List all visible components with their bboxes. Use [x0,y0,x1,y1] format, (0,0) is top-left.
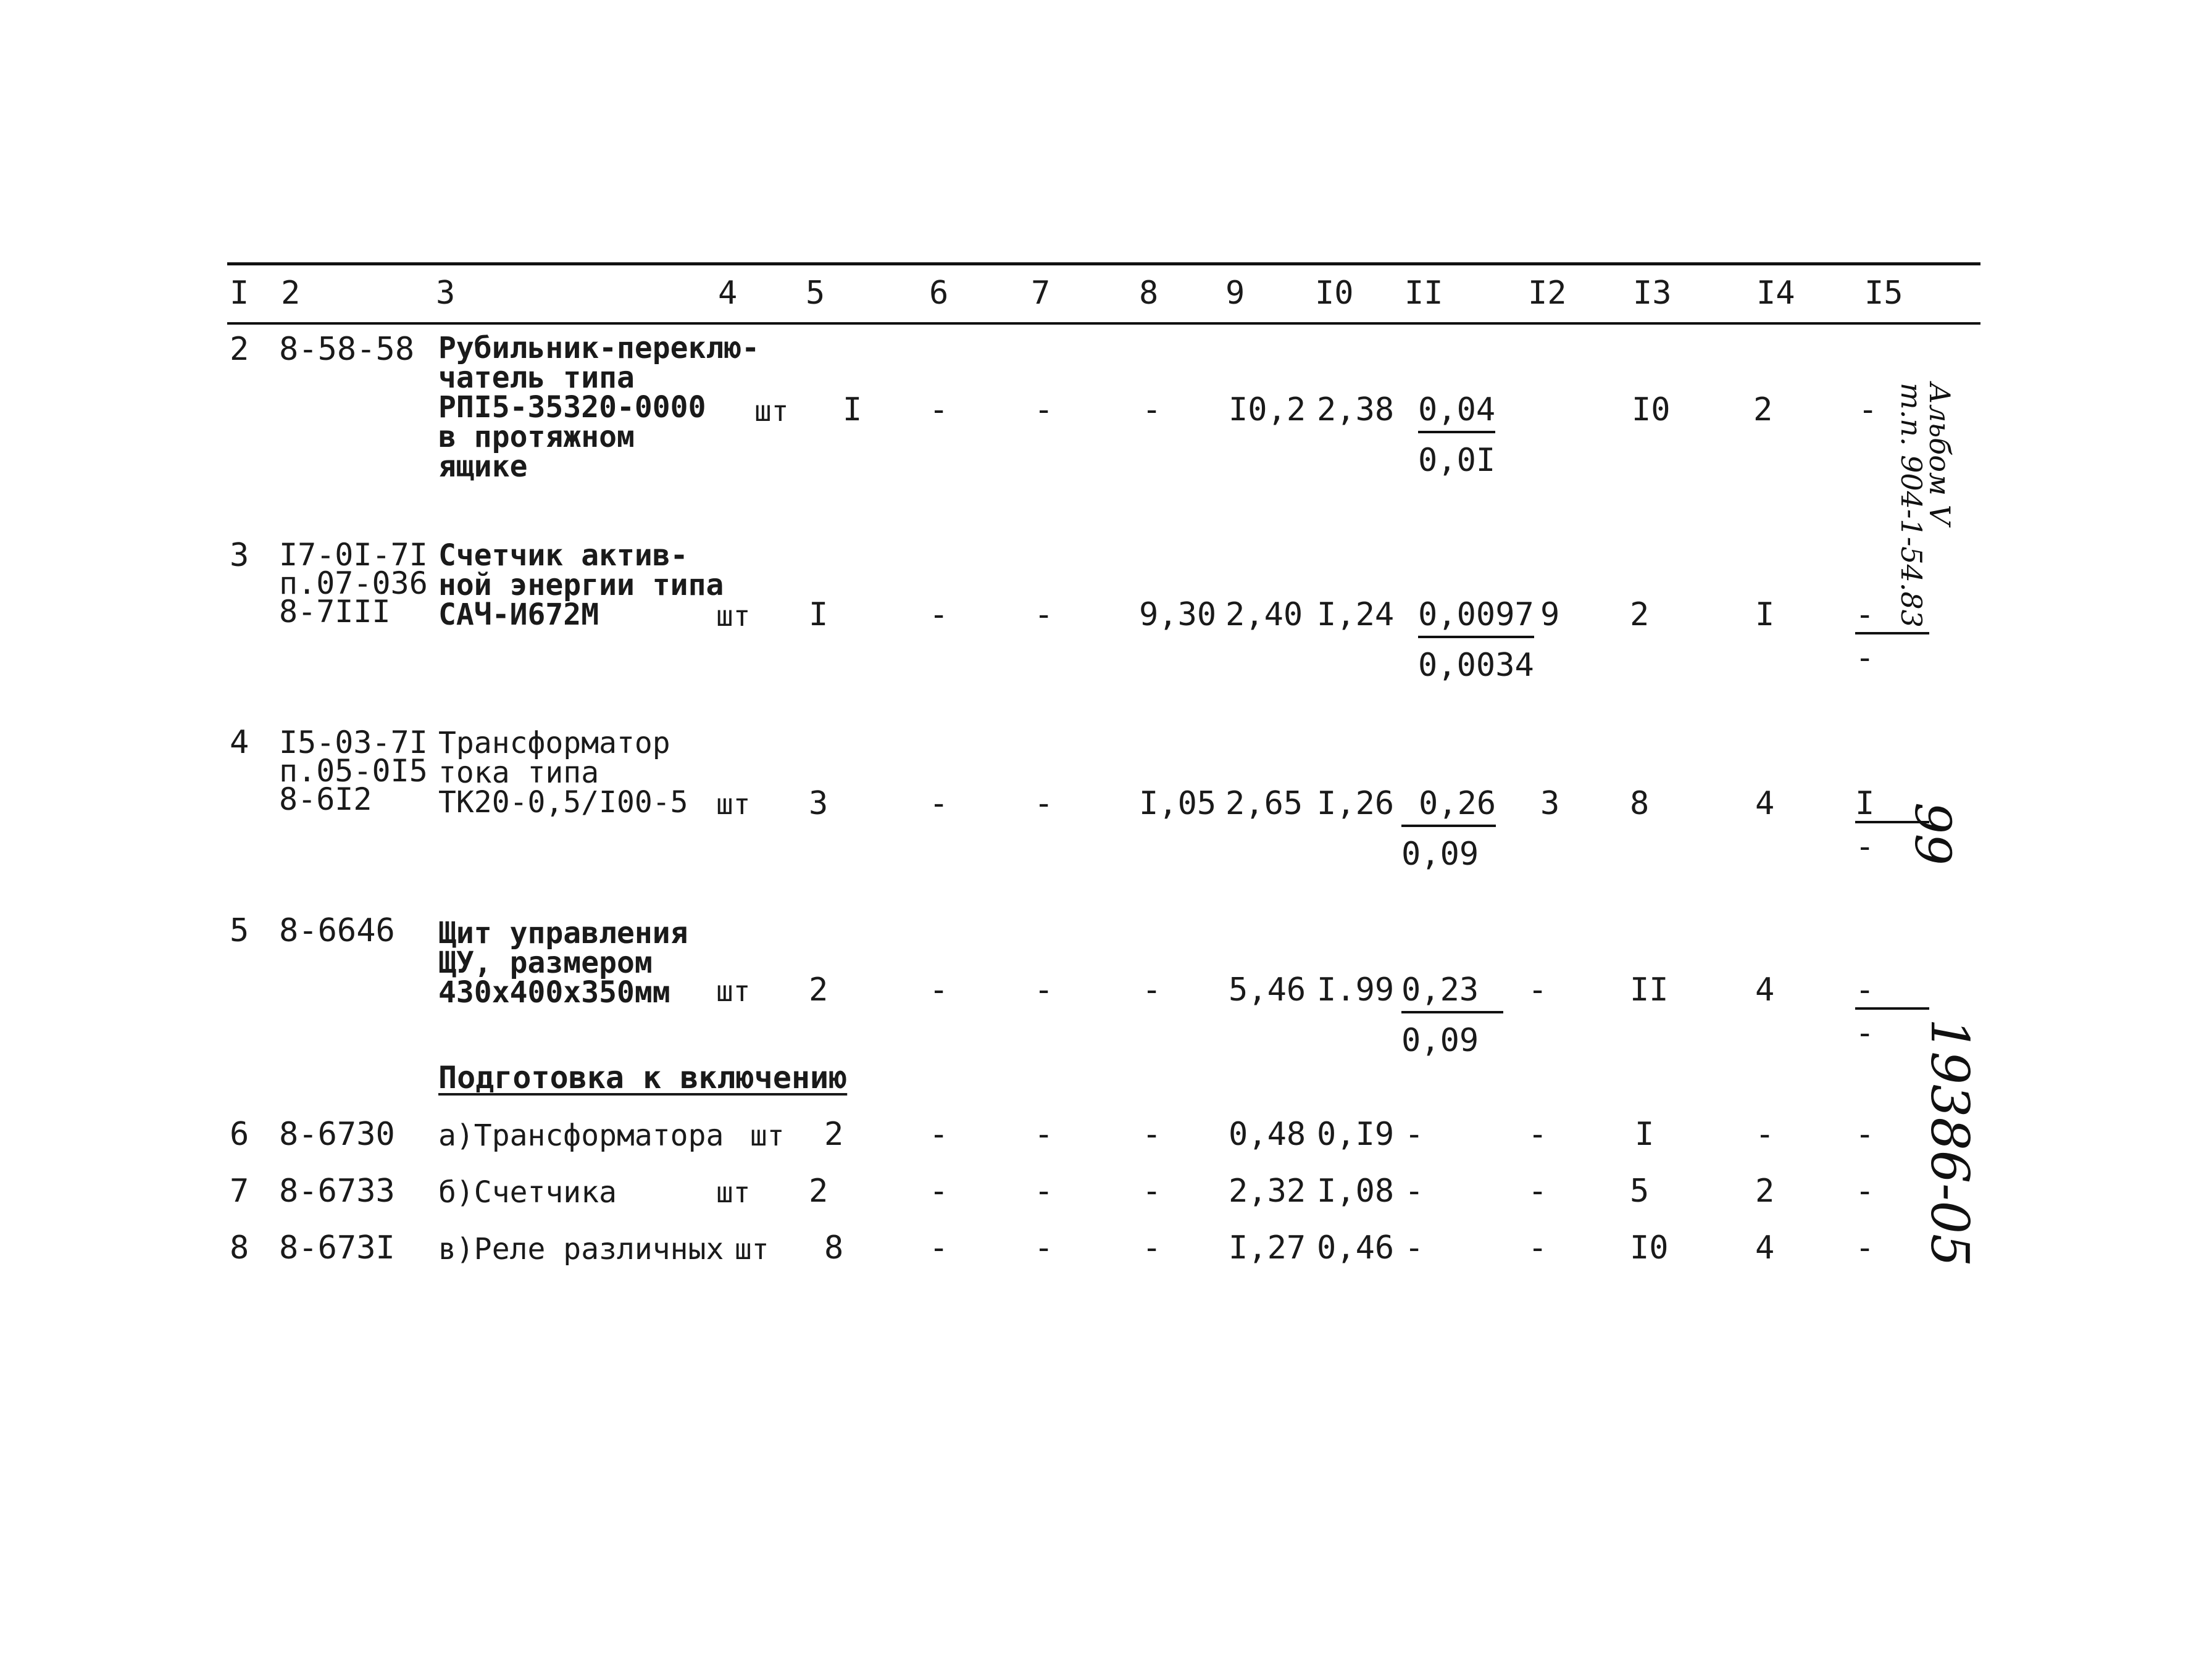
item-description: Счетчик актив- ной энергии типа САЧ-И672М [438,538,724,632]
col-9: 0,48 [1229,1116,1306,1153]
fraction-denominator: 0,0034 [1418,647,1534,684]
col-10: I.99 [1317,971,1395,1008]
item-description: Трансформатор тока типа ТК20-0,5/I00-5 [438,726,688,820]
fraction-numerator: - [1855,973,1929,1010]
col-14: - [1755,1116,1775,1153]
col-13: I [1635,1116,1655,1153]
handwritten-album: Альбом V [1923,383,1956,525]
table-top-rule [227,262,1980,265]
col-14: 4 [1755,971,1775,1008]
col-9: 5,46 [1229,971,1306,1008]
fraction-denominator: 0,09 [1401,1022,1479,1059]
header-col-7: 7 [1031,275,1051,312]
col-9: 2,40 [1225,596,1303,633]
item-description: Щит управления ЩУ, размером 430х400х350мм [438,916,688,1010]
col-8: - [1142,391,1162,428]
col-14: I [1755,596,1775,633]
quantity: 2 [824,1116,844,1153]
norm-code: 8-6730 [279,1116,395,1153]
unit: шт [750,1119,785,1152]
col-15: - [1858,391,1878,428]
header-col-10: I0 [1315,275,1354,312]
col-6: - [929,785,949,822]
col-8: I,05 [1139,785,1217,822]
header-col-8: 8 [1139,275,1159,312]
quantity: I [809,596,828,633]
col-15: - [1855,1173,1875,1210]
header-col-3: 3 [436,275,456,312]
row-number: 8 [230,1229,249,1266]
col-13: I0 [1630,1229,1669,1266]
col-12: - [1528,1229,1548,1266]
col-13: 8 [1630,785,1650,822]
row-number: 3 [230,537,249,574]
norm-code: I5-03-7I п.05-0I5 8-6I2 [279,725,428,817]
col-11: - [1404,1173,1424,1210]
norm-code: 8-6646 [279,912,395,949]
col-8: - [1142,1116,1162,1153]
fraction-denominator: 0,0I [1418,442,1496,479]
col-6: - [929,391,949,428]
fraction-numerator: - [1855,597,1929,634]
quantity: I [843,391,862,428]
col-10: 2,38 [1317,391,1395,428]
col-12: - [1528,971,1548,1008]
handwritten-album-note [1897,383,1954,628]
col-10: 0,I9 [1317,1116,1395,1153]
unit: шт [735,1233,769,1266]
row-number: 4 [230,724,249,761]
header-col-14: I4 [1756,275,1795,312]
col-13: 5 [1630,1173,1650,1210]
col-11-fraction [1418,597,1534,683]
col-10: I,08 [1317,1173,1395,1210]
unit: шт [716,599,751,633]
col-9: I,27 [1229,1229,1306,1266]
fraction-denominator: - [1855,639,1875,676]
col-8: - [1142,971,1162,1008]
col-6: - [929,971,949,1008]
col-13: 2 [1630,596,1650,633]
header-col-9: 9 [1225,275,1245,312]
header-bottom-rule [227,322,1980,325]
col-6: - [929,1229,949,1266]
col-14: 2 [1753,391,1773,428]
col-13: II [1630,971,1669,1008]
fraction-denominator: - [1855,1015,1875,1052]
fraction-numerator: 0,26 [1401,786,1496,827]
col-11: - [1404,1116,1424,1153]
col-9: I0,2 [1229,391,1306,428]
section-title: Подготовка к включению [438,1060,848,1096]
col-7: - [1034,971,1054,1008]
col-15-fraction [1855,973,1929,1050]
fraction-denominator: - [1855,828,1875,865]
fraction-numerator: I [1855,786,1929,823]
col-12: - [1528,1116,1548,1153]
quantity: 2 [809,1173,828,1210]
col-7: - [1034,391,1054,428]
handwritten-document-number: 19386-05 [1919,1018,1980,1267]
col-11: - [1404,1229,1424,1266]
item-description: Рубильник-переклю- чатель типа РПI5-35320-0000 в протяжном ящике [438,331,760,484]
col-11-fraction [1401,786,1496,871]
header-col-12: I2 [1528,275,1567,312]
col-7: - [1034,1173,1054,1210]
unit: шт [716,788,751,821]
item-description: а)Трансформатора [438,1118,724,1153]
col-13: I0 [1632,391,1671,428]
item-description: в)Реле различных [438,1232,724,1266]
quantity: 8 [824,1229,844,1266]
header-col-1: I [230,275,249,312]
header-col-11: II [1404,275,1443,312]
col-12: - [1528,1173,1548,1210]
row-number: 2 [230,331,249,368]
col-12: 9 [1540,596,1560,633]
norm-code: I7-0I-7I п.07-036 8-7III [279,537,428,630]
unit: шт [716,1176,751,1209]
col-7: - [1034,785,1054,822]
col-9: 2,32 [1229,1173,1306,1210]
norm-code: 8-58-58 [279,331,415,368]
col-8: - [1142,1229,1162,1266]
norm-code: 8-673I [279,1229,395,1266]
col-11-fraction [1401,973,1503,1058]
col-14: 4 [1755,1229,1775,1266]
col-12: 3 [1540,785,1560,822]
norm-code: 8-6733 [279,1173,395,1210]
col-6: - [929,596,949,633]
header-col-4: 4 [718,275,738,312]
fraction-denominator: 0,09 [1401,836,1479,873]
unit: шт [754,394,789,428]
col-14: 2 [1755,1173,1775,1210]
item-description: б)Счетчика [438,1175,617,1210]
handwritten-project: т.п. 904-1-54.83 [1895,383,1928,628]
quantity: 3 [809,785,828,822]
fraction-numerator: 0,0097 [1418,597,1534,638]
row-number: 6 [230,1116,249,1153]
col-11-fraction [1418,393,1495,478]
col-7: - [1034,596,1054,633]
col-15: - [1855,1229,1875,1266]
header-col-15: I5 [1864,275,1903,312]
col-6: - [929,1173,949,1210]
col-9: 2,65 [1225,785,1303,822]
row-number: 7 [230,1173,249,1210]
quantity: 2 [809,971,828,1008]
col-7: - [1034,1116,1054,1153]
col-14: 4 [1755,785,1775,822]
col-10: I,26 [1317,785,1395,822]
header-col-2: 2 [281,275,301,312]
header-col-5: 5 [806,275,825,312]
col-15: - [1855,1116,1875,1153]
row-number: 5 [230,912,249,949]
col-6: - [929,1116,949,1153]
col-8: 9,30 [1139,596,1217,633]
col-8: - [1142,1173,1162,1210]
col-10: 0,46 [1317,1229,1395,1266]
unit: шт [716,975,751,1008]
col-7: - [1034,1229,1054,1266]
col-10: I,24 [1317,596,1395,633]
header-col-6: 6 [929,275,949,312]
fraction-numerator: 0,23 [1401,973,1503,1013]
fraction-numerator: 0,04 [1418,393,1495,433]
header-col-13: I3 [1633,275,1672,312]
handwritten-page-number: 99 [1904,802,1961,865]
